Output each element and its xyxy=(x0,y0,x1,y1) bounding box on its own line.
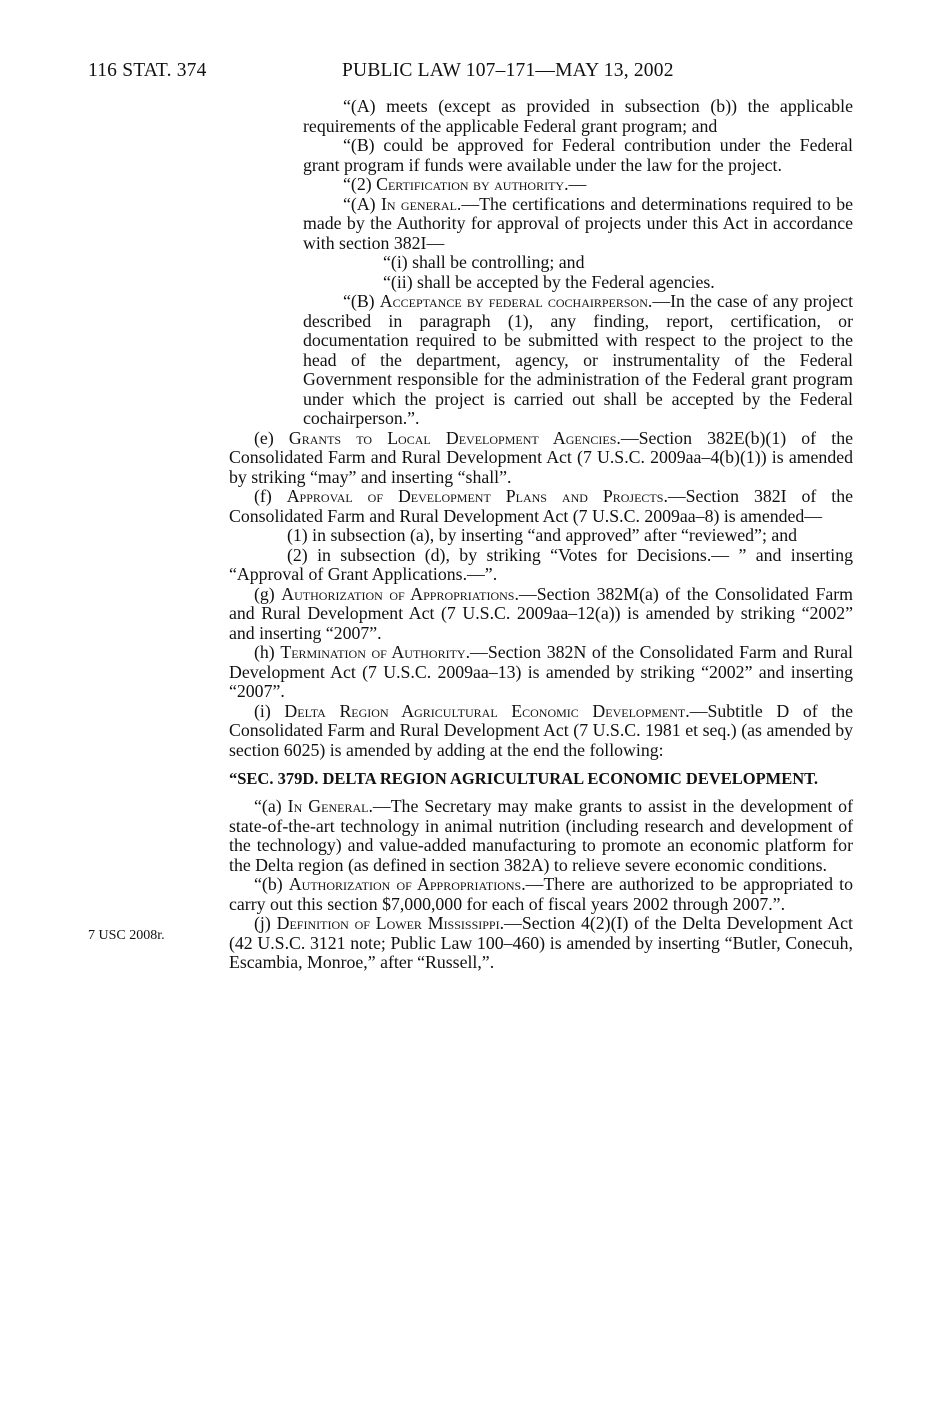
paragraph xyxy=(229,875,853,914)
paragraph-lead: “(2) xyxy=(343,174,377,194)
paragraph-text: .—Section 382I of the Consolidated Farm and Rural Development Act (7 U.S.C. 2009aa–8) is amended— xyxy=(229,486,853,526)
paragraph xyxy=(229,914,853,973)
paragraph xyxy=(229,195,853,254)
paragraph xyxy=(229,526,853,546)
paragraph-text: (2) in subsection (d), by striking “Votes for Decisions.— ” and inserting “Approval of Grant Applications.—”. xyxy=(229,544,853,584)
paragraph-heading: In general xyxy=(380,193,457,214)
paragraph-text: .—Section 382M(a) of the Consolidated Farm and Rural Development Act (7 U.S.C. 2009aa–12(a)) is amended by striking “2002” and inserting “2007”. xyxy=(229,583,853,643)
paragraph-heading: Approval of Development Plans and Projects xyxy=(286,486,664,506)
paragraph xyxy=(229,702,853,761)
paragraph-heading: Definition of Lower Mississippi xyxy=(276,913,500,933)
paragraph-lead: “(B) xyxy=(343,291,380,311)
paragraph xyxy=(229,97,853,136)
paragraph-text: “(ii) shall be accepted by the Federal agencies. xyxy=(383,271,715,292)
paragraph-heading: Authorization of Appropriations xyxy=(281,583,515,604)
paragraph xyxy=(229,292,853,429)
text-block-1 xyxy=(229,97,853,760)
paragraph-lead: (j) xyxy=(254,913,277,933)
paragraph-lead: (f) xyxy=(254,486,287,506)
paragraph-text: .—The Secretary may make grants to assist in the development of state-of-the-art technology in animal nutrition (including research and development of the technology) and value-added manufacturing to promote an economic platform for the Delta region (as defined in section 382A) to relieve severe economic conditions. xyxy=(229,796,853,875)
paragraph xyxy=(229,643,853,702)
paragraph xyxy=(229,487,853,526)
paragraph-lead: (h) xyxy=(254,642,281,662)
paragraph-text: .—In the case of any project described in paragraph (1), any finding, report, certification, or documentation required to be submitted with respect to the project to the head of the department, agency, or instrumentality of the Federal Government responsible for the administration of the Federal grant program under which the project is carried out shall be accepted by the Federal cochairperson.”. xyxy=(303,291,854,428)
paragraph-lead: (e) xyxy=(254,427,289,448)
paragraph-text: (1) in subsection (a), by inserting “and approved” after “reviewed”; and xyxy=(287,525,798,545)
paragraph-lead: (g) xyxy=(254,583,282,604)
paragraph-heading: Termination of Authority xyxy=(280,642,466,662)
paragraph-text: .— xyxy=(564,174,587,194)
paragraph-text: .—Section 4(2)(I) of the Delta Development Act (42 U.S.C. 3121 note; Public Law 100–460) is amended by inserting “Butler, Conecuh, Escambia, Monroe,” after “Russell,”. xyxy=(229,913,853,972)
paragraph-text: .—Section 382E(b)(1) of the Consolidated Farm and Rural Development Act (7 U.S.C. 2009aa–4(b)(1)) is amended by striking “may” and inserting “shall”. xyxy=(229,427,853,487)
paragraph xyxy=(229,797,853,875)
paragraph-heading: Certification by authority xyxy=(376,174,565,194)
text-block-2 xyxy=(229,797,853,973)
margin-citation: 7 USC 2008r. xyxy=(88,928,165,943)
paragraph-lead: “(a) xyxy=(254,796,288,816)
document-body xyxy=(229,97,853,973)
paragraph-lead: “(b) xyxy=(254,874,289,894)
paragraph-text: .—The certifications and determinations required to be made by the Authority for approval of projects under this Act in accordance with section 382I— xyxy=(303,193,853,253)
paragraph xyxy=(229,253,853,273)
paragraph-heading: Acceptance by federal cochairperson xyxy=(379,291,648,311)
paragraph-text: .—There are authorized to be appropriated to carry out this section $7,000,000 for each of fiscal years 2002 through 2007.”. xyxy=(229,874,853,914)
paragraph-heading: Authorization of Appropriations xyxy=(288,874,522,894)
section-heading: “SEC. 379D. DELTA REGION AGRICULTURAL ECONOMIC DEVELOPMENT. xyxy=(229,769,819,788)
paragraph xyxy=(229,175,853,195)
paragraph-text: “(B) could be approved for Federal contribution under the Federal grant program if funds were available under the law for the project. xyxy=(303,135,853,175)
paragraph xyxy=(229,546,853,585)
paragraph-lead: “(A) xyxy=(343,193,381,214)
paragraph-heading: Grants to Local Development Agencies xyxy=(288,427,617,448)
paragraph-lead: (i) xyxy=(254,700,285,721)
paragraph-text: .—Section 382N of the Consolidated Farm and Rural Development Act (7 U.S.C. 2009aa–13) is amended by striking “2002” and inserting “2007”. xyxy=(229,642,854,701)
page-reference: 116 STAT. 374 xyxy=(88,60,207,81)
paragraph-text: “(A) meets (except as provided in subsection (b)) the applicable requirements of the applicable Federal grant program; and xyxy=(303,96,853,136)
paragraph xyxy=(229,585,853,644)
paragraph-text: “(i) shall be controlling; and xyxy=(383,252,585,272)
paragraph-heading: In General xyxy=(287,796,369,816)
paragraph xyxy=(229,136,853,175)
paragraph-text: .—Subtitle D of the Consolidated Farm and Rural Development Act (7 U.S.C. 1981 et seq.) (as amended by section 6025) is amended by adding at the end the following: xyxy=(229,700,854,760)
law-title-header: PUBLIC LAW 107–171—MAY 13, 2002 xyxy=(342,60,674,81)
paragraph xyxy=(229,273,853,293)
paragraph xyxy=(229,429,853,488)
paragraph-heading: Delta Region Agricultural Economic Development xyxy=(284,700,686,721)
